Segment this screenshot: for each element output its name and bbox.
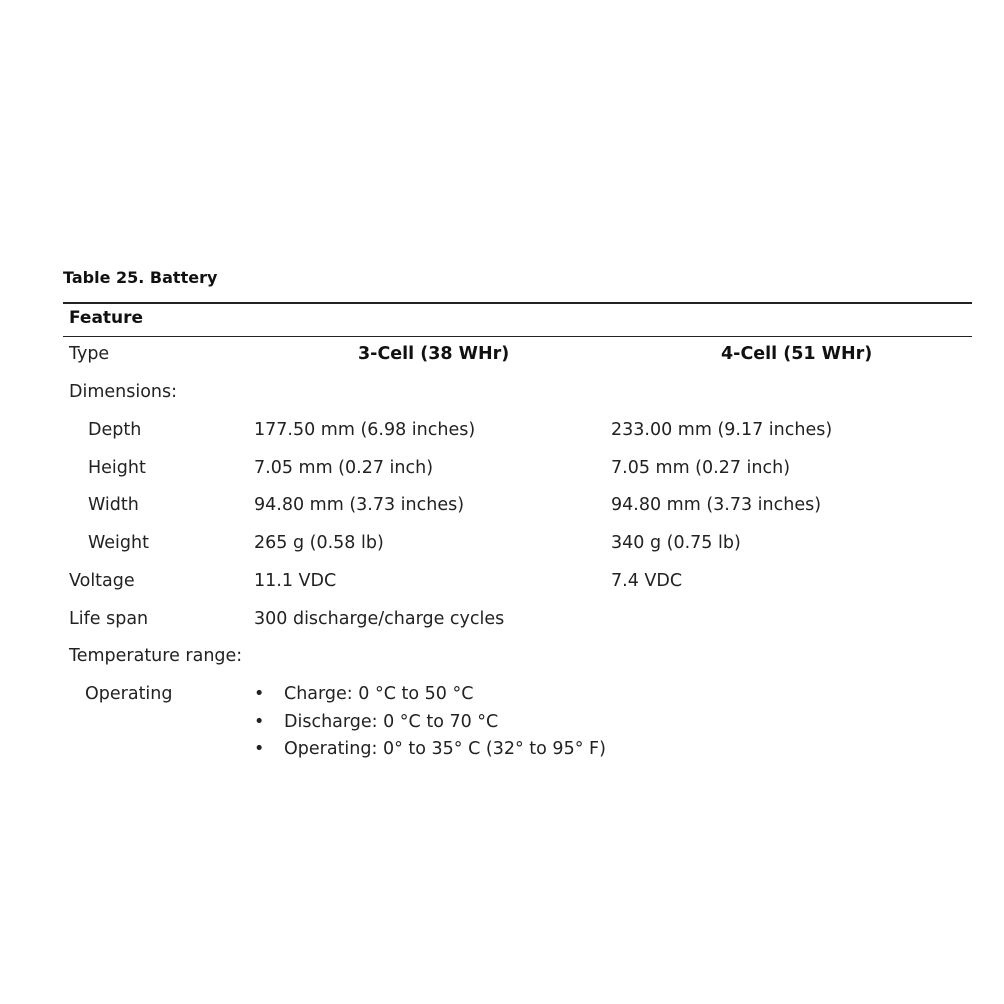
dimensions-label: Dimensions: <box>69 382 178 402</box>
type-label: Type <box>69 344 110 364</box>
width-label: Width <box>88 495 139 515</box>
table-header-rule <box>63 336 972 337</box>
life-span-label: Life span <box>69 609 149 629</box>
life-span-value: 300 discharge/charge cycles <box>254 609 505 629</box>
voltage-label: Voltage <box>69 571 135 591</box>
weight-4cell-value: 340 g (0.75 lb) <box>611 533 741 553</box>
list-item <box>254 709 606 737</box>
temperature-range-label: Temperature range: <box>69 646 243 666</box>
table-caption: Table 25. Battery <box>63 268 218 287</box>
type-4cell-heading: 4-Cell (51 WHr) <box>721 344 873 364</box>
depth-4cell-value: 233.00 mm (9.17 inches) <box>611 420 833 440</box>
operating-temperature: Operating: 0° to 35° C (32° to 95° F) <box>284 739 606 759</box>
voltage-4cell-value: 7.4 VDC <box>611 571 683 591</box>
list-item <box>254 681 606 709</box>
width-4cell-value: 94.80 mm (3.73 inches) <box>611 495 822 515</box>
bullet-icon: • <box>254 711 265 732</box>
width-3cell-value: 94.80 mm (3.73 inches) <box>254 495 465 515</box>
charge-temperature: Charge: 0 °C to 50 °C <box>284 684 474 704</box>
bullet-icon: • <box>254 739 265 759</box>
height-4cell-value: 7.05 mm (0.27 inch) <box>611 458 791 478</box>
depth-label: Depth <box>88 420 142 440</box>
operating-label: Operating <box>85 684 173 704</box>
depth-3cell-value: 177.50 mm (6.98 inches) <box>254 420 476 440</box>
header-feature: Feature <box>69 308 144 328</box>
height-label: Height <box>88 458 146 478</box>
weight-label: Weight <box>88 533 149 553</box>
voltage-3cell-value: 11.1 VDC <box>254 571 337 591</box>
table-top-rule <box>63 302 972 304</box>
operating-temperature-list <box>254 681 606 764</box>
bullet-icon: • <box>254 684 265 704</box>
list-item <box>254 736 606 764</box>
height-3cell-value: 7.05 mm (0.27 inch) <box>254 458 434 478</box>
weight-3cell-value: 265 g (0.58 lb) <box>254 533 384 553</box>
discharge-temperature: Discharge: 0 °C to 70 °C <box>284 711 499 732</box>
type-3cell-heading: 3-Cell (38 WHr) <box>358 344 510 364</box>
